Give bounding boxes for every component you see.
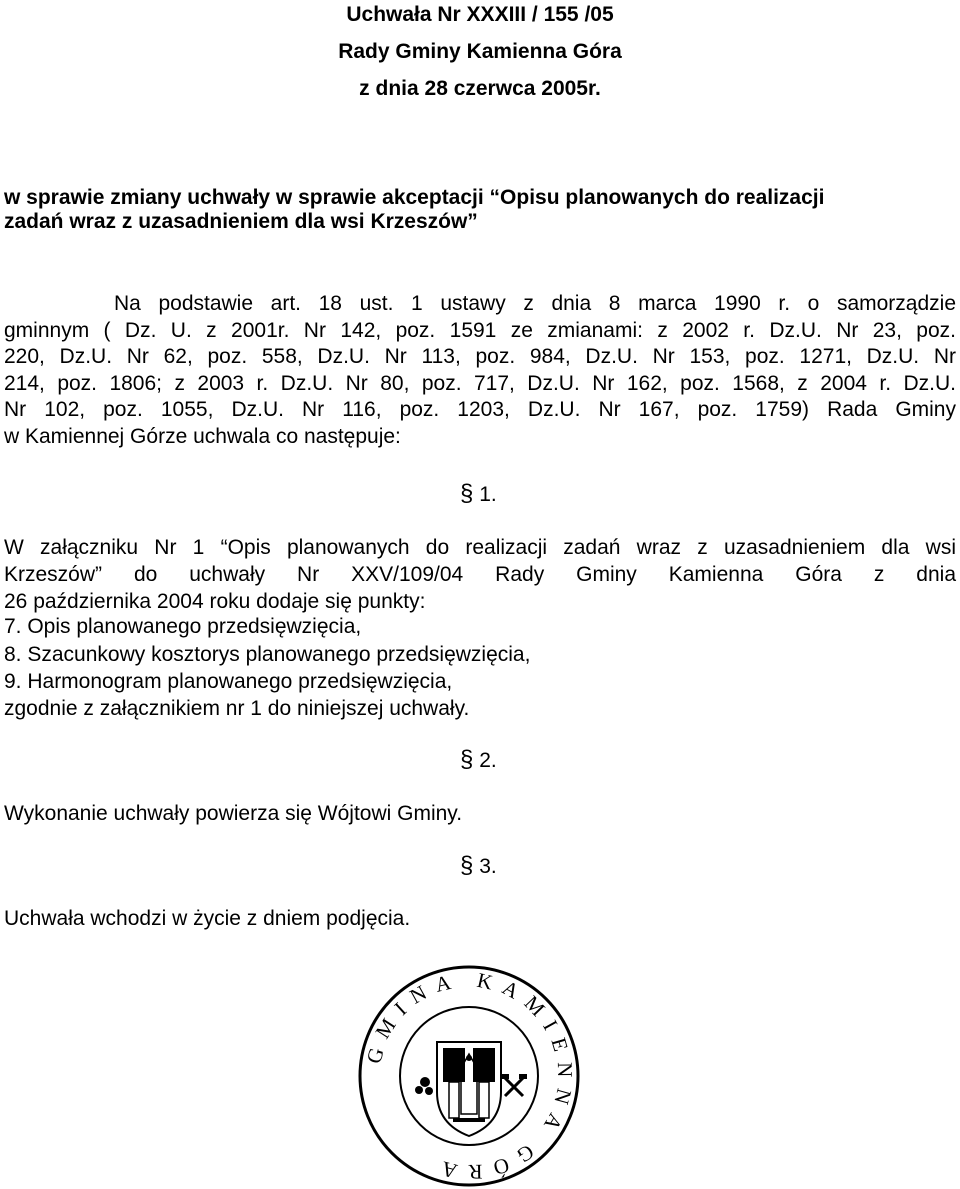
resolution-number: Uchwała Nr XXXIII / 155 /05 — [346, 3, 614, 26]
section-3-heading — [460, 852, 497, 880]
article-3-text: Uchwała wchodzi w życie z dniem podjęcia. — [4, 907, 411, 930]
section-1-heading — [460, 480, 497, 508]
list-item: 9. Harmonogram planowanego przedsięwzięcia, — [4, 670, 453, 693]
legal-basis-paragraph — [4, 291, 956, 450]
coat-of-arms-icon — [437, 1042, 501, 1136]
section-number: 2. — [479, 749, 497, 772]
legal-basis-line: 214, poz. 1806; z 2003 r. Dz.U. Nr 80, poz. 717, Dz.U. Nr 162, poz. 1568, z 2004 r. Dz.U. — [4, 371, 956, 395]
section-sign: § — [460, 480, 474, 507]
municipal-seal-stamp — [357, 964, 581, 1188]
crossed-hammers-icon — [501, 1074, 527, 1096]
list-item: 8. Szacunkowy kosztorys planowanego przedsięwzięcia, — [4, 643, 531, 666]
article-1-line: 26 października 2004 roku dodaje się punkty: — [4, 589, 426, 613]
article-1-line: Krzeszów” do uchwały Nr XXV/109/04 Rady Gminy Kamienna Góra z dnia — [4, 562, 956, 586]
section-sign: § — [460, 852, 474, 879]
section-sign: § — [460, 746, 474, 773]
article-1-line: W załączniku Nr 1 “Opis planowanych do realizacji zadań wraz z uzasadnieniem dla wsi — [4, 536, 956, 559]
section-number: 3. — [479, 855, 497, 878]
legal-basis-line: w Kamiennej Górze uchwala co następuje: — [4, 424, 401, 448]
section-2-heading — [460, 746, 497, 774]
subject-line: zadań wraz z uzasadnieniem dla wsi Krzeszów” — [4, 210, 478, 233]
section-number: 1. — [479, 483, 497, 506]
subject-line: w sprawie zmiany uchwały w sprawie akceptacji “Opisu planowanych do realizacji — [4, 186, 825, 209]
council-name: Rady Gminy Kamienna Góra — [338, 40, 622, 63]
article-1-text — [4, 535, 956, 615]
article-2-text: Wykonanie uchwały powierza się Wójtowi Gminy. — [4, 802, 463, 825]
svg-text:GMINA KAMIENNA GÓRA — [361, 968, 577, 1184]
resolution-date: z dnia 28 czerwca 2005r. — [359, 77, 601, 100]
legal-basis-line: Na podstawie art. 18 ust. 1 ustawy z dnia 8 marca 1990 r. o samorządzie — [114, 292, 956, 315]
seal-text: GMINA KAMIENNA GÓRA — [361, 967, 578, 1185]
legal-basis-line: Nr 102, poz. 1055, Dz.U. Nr 116, poz. 1203, Dz.U. Nr 167, poz. 1759) Rada Gminy — [4, 398, 956, 421]
resolution-subject — [4, 186, 956, 234]
legal-basis-line: gminnym ( Dz. U. z 2001r. Nr 142, poz. 1591 ze zmianami: z 2002 r. Dz.U. Nr 23, poz. — [4, 318, 956, 342]
rose-icon — [415, 1077, 433, 1095]
article-1-closing: zgodnie z załącznikiem nr 1 do niniejszej uchwały. — [4, 697, 470, 720]
list-item: 7. Opis planowanego przedsięwzięcia, — [4, 615, 362, 638]
legal-basis-line: 220, Dz.U. Nr 62, poz. 558, Dz.U. Nr 113, poz. 984, Dz.U. Nr 153, poz. 1271, Dz.U. Nr — [4, 345, 956, 368]
